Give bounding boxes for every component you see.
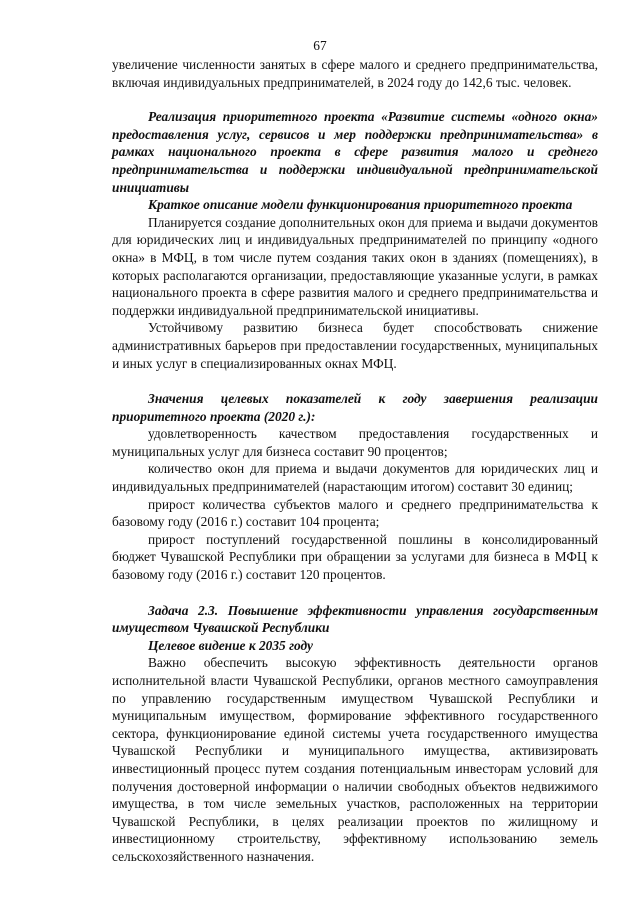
section2-heading: Значения целевых показателей к году завершения реализации приоритетного проекта (2020 г.): bbox=[112, 391, 598, 424]
page-body bbox=[112, 56, 598, 866]
section1-heading: Реализация приоритетного проекта «Развитие системы «одного окна» предоставления услуг, сервисов и мер поддержки предпринимательства» в рамках национального проекта в сфере развития малого и среднего предпринимательства и поддержки индивидуальной предпринимательской инициативы bbox=[112, 109, 598, 195]
section3-heading: Задача 2.3. Повышение эффективности управления государственным имуществом Чувашской Республики bbox=[112, 602, 598, 636]
page-number: 67 bbox=[313, 38, 327, 53]
section3-subheading: Целевое видение к 2035 году bbox=[148, 637, 313, 653]
section1-subheading: Краткое описание модели функционирования приоритетного проекта bbox=[148, 197, 573, 213]
indicator-item: удовлетворенность качеством предоставления государственных и муниципальных услуг для бизнеса составит 90 процентов; bbox=[112, 426, 598, 459]
indicator-item: прирост количества субъектов малого и среднего предпринимательства к базовому году (2016 г.) составит 104 процента; bbox=[112, 496, 598, 530]
section3-paragraph-1: Важно обеспечить высокую эффективность деятельности органов исполнительной власти Чувашской Республики, органов местного самоуправления по управлению государственным имуществом Чувашской Республики и муниципальным имуществом, формирование эффективного государственного сектора, функционирование единой системы учета государственного имущества Чувашской Республики и муниципального имущества, активизировать инвестиционный процесс путем создания потенциальным инвесторам условий для получения достоверной информации о наличии свободных объектов недвижимого имущества, в том числе земельных участков, расположенных на территории Чувашской Республики, в целях реализации проектов по жилищному и инвестиционному строительству, эффективному использованию земель сельскохозяйственного назначения. bbox=[112, 655, 598, 864]
intro-paragraph: увеличение численности занятых в сфере малого и среднего предпринимательства, включая индивидуальных предпринимателей, в 2024 году до 142,6 тыс. человек. bbox=[112, 57, 598, 90]
indicator-item: количество окон для приема и выдачи документов для юридических лиц и индивидуальных предпринимателей (нарастающим итогом) составит 30 единиц; bbox=[112, 461, 598, 495]
section1-paragraph-2: Устойчивому развитию бизнеса будет способствовать снижение административных барьеров при предоставлении государственных, муниципальных и иных услуг в специализированных окнах МФЦ. bbox=[112, 320, 598, 371]
indicator-item: прирост поступлений государственной пошлины в консолидированный бюджет Чувашской Республики при обращении за услугами для бизнеса в МФЦ к базовому году (2016 г.) составит 120 процентов. bbox=[112, 531, 598, 583]
section1-paragraph-1: Планируется создание дополнительных окон для приема и выдачи документов для юридических лиц и индивидуальных предпринимателей по принципу «одного окна» в МФЦ, в том числе путем создания таких окон в зданиях (помещениях), в которых располагаются организации, предоставляющие указанные услуги, в рамках национального проекта в сфере развития малого и среднего предпринимательства и поддержки индивидуальной предпринимательской инициативы. bbox=[112, 214, 598, 318]
